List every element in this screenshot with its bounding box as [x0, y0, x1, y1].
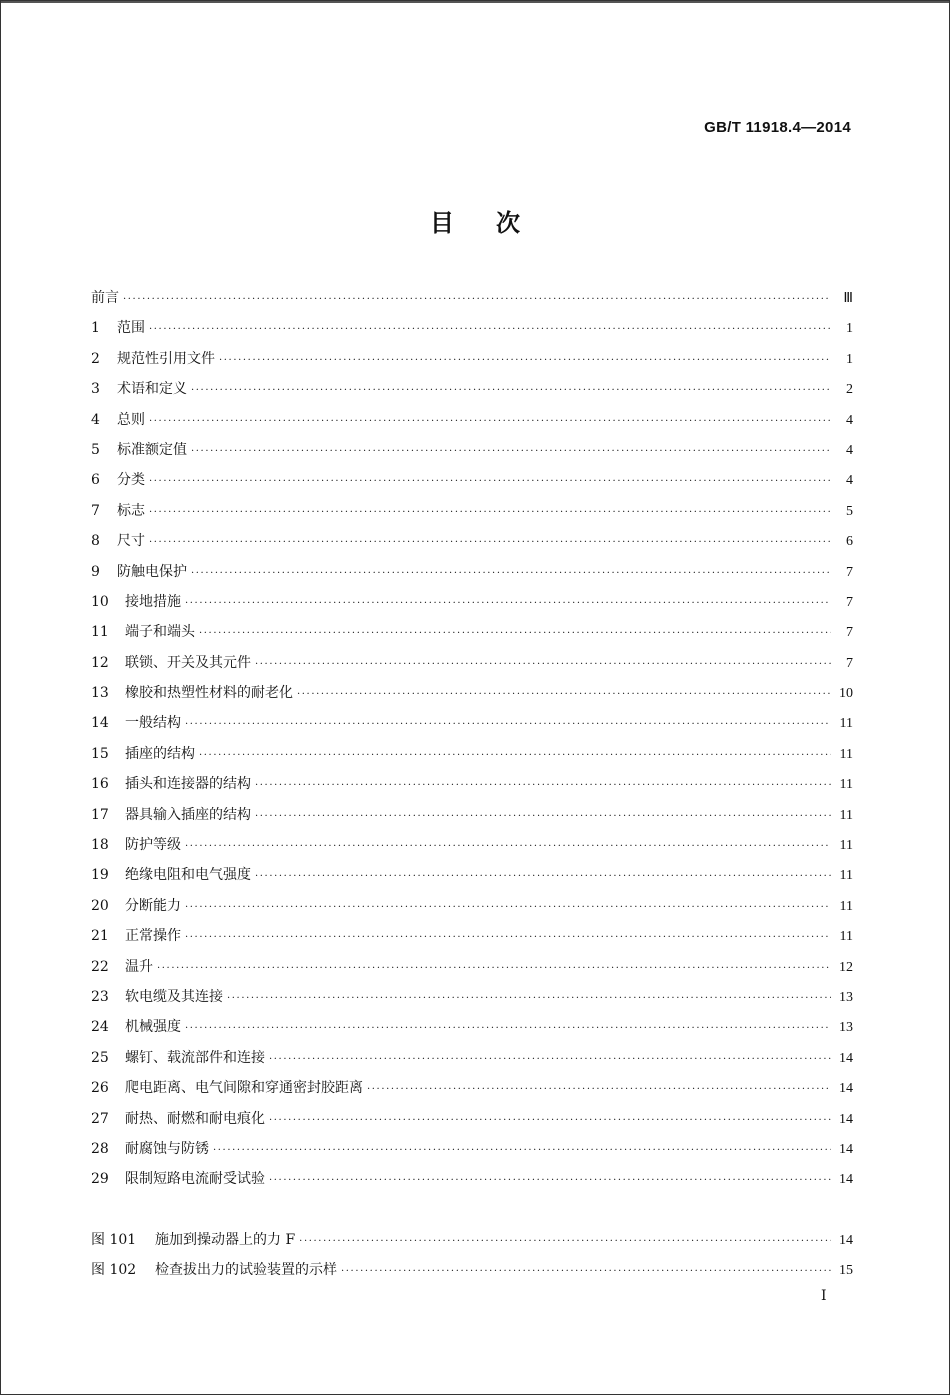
dot-leader [227, 984, 831, 1014]
dot-leader [191, 437, 831, 467]
toc-page-number: 14 [839, 1141, 853, 1157]
toc-entry[interactable] [91, 1134, 853, 1164]
dot-leader [213, 1136, 831, 1166]
toc-number: 10 [91, 593, 109, 610]
toc-page-number: 7 [846, 594, 853, 610]
toc-entry[interactable] [91, 830, 853, 860]
toc-number: 4 [91, 411, 100, 428]
toc-number: 26 [91, 1080, 109, 1097]
figure-entry[interactable] [91, 1225, 853, 1255]
toc-page-number: 2 [846, 382, 853, 398]
toc-entry[interactable] [91, 587, 853, 617]
toc-page-number: 14 [839, 1172, 853, 1188]
dot-leader [149, 467, 831, 497]
toc-entry[interactable] [91, 313, 853, 343]
toc-number: 1 [91, 320, 100, 337]
toc-number: 28 [91, 1140, 109, 1157]
figure-number: 图 101 [91, 1231, 137, 1248]
toc-number: 11 [91, 624, 109, 641]
toc-page-number: 10 [839, 686, 853, 702]
toc-entry[interactable] [91, 648, 853, 678]
toc-entry[interactable] [91, 1012, 853, 1042]
toc-number: 7 [91, 502, 100, 519]
figure-title: 检查拔出力的试验装置的示样 [155, 1262, 337, 1279]
toc-page-number: 11 [839, 807, 853, 823]
dot-leader [185, 923, 831, 953]
toc-page-number: 7 [846, 564, 853, 580]
dot-leader [185, 589, 831, 619]
toc-entry[interactable] [91, 921, 853, 951]
dot-leader [255, 771, 831, 801]
figure-title: 施加到操动器上的力 F [155, 1231, 296, 1248]
toc-title: 范围 [117, 320, 145, 337]
toc-title: 绝缘电阻和电气强度 [125, 867, 251, 884]
toc-number: 29 [91, 1171, 109, 1188]
dot-leader [269, 1166, 831, 1196]
toc-entry[interactable] [91, 1104, 853, 1134]
toc-title: 标志 [117, 502, 145, 519]
toc-number: 21 [91, 928, 109, 945]
toc-title: 规范性引用文件 [117, 350, 215, 367]
toc-entry[interactable] [91, 1073, 853, 1103]
toc-page-number: Ⅲ [843, 291, 853, 306]
toc-title: 防护等级 [125, 837, 181, 854]
toc-page-number: 4 [846, 442, 853, 458]
toc-title: 标准额定值 [117, 441, 187, 458]
toc-entry[interactable] [91, 283, 853, 313]
toc-number: 13 [91, 685, 109, 702]
dot-leader [269, 1106, 831, 1136]
toc-title: 术语和定义 [117, 381, 187, 398]
toc-title: 一般结构 [125, 715, 181, 732]
dot-leader [149, 528, 831, 558]
toc-page-number: 11 [839, 929, 853, 945]
toc-page-number: 7 [846, 655, 853, 671]
toc-number: 17 [91, 806, 109, 823]
top-border [1, 1, 949, 3]
dot-leader [299, 1227, 831, 1257]
toc-number: 12 [91, 654, 109, 671]
toc-title: 耐腐蚀与防锈 [125, 1140, 209, 1157]
toc-entry[interactable] [91, 526, 853, 556]
dot-leader [123, 285, 831, 315]
toc-entry[interactable] [91, 678, 853, 708]
toc-entry[interactable] [91, 739, 853, 769]
toc-entries [91, 283, 853, 1195]
dot-leader [149, 315, 831, 345]
toc-title: 联锁、开关及其元件 [125, 654, 251, 671]
toc-title: 分断能力 [125, 897, 181, 914]
dot-leader [219, 346, 831, 376]
toc-page-number: 12 [839, 959, 853, 975]
toc-page-number: 11 [839, 746, 853, 762]
toc-number: 15 [91, 745, 109, 762]
toc-title: 正常操作 [125, 928, 181, 945]
toc-entry[interactable] [91, 1164, 853, 1194]
dot-leader [297, 680, 831, 710]
toc-title: 螺钉、载流部件和连接 [125, 1049, 265, 1066]
toc-entry[interactable] [91, 982, 853, 1012]
toc-title: 防触电保护 [117, 563, 187, 580]
toc-page-number: 13 [839, 989, 853, 1005]
toc-number: 25 [91, 1049, 109, 1066]
standard-number: GB/T 11918.4—2014 [704, 119, 851, 136]
figure-number: 图 102 [91, 1262, 137, 1279]
toc-page-number: 11 [839, 898, 853, 914]
dot-leader [185, 710, 831, 740]
toc-number: 24 [91, 1019, 109, 1036]
toc-number: 23 [91, 988, 109, 1005]
toc-entry[interactable] [91, 800, 853, 830]
toc-page-number: 13 [839, 1020, 853, 1036]
toc-page-number: 14 [839, 1050, 853, 1066]
table-of-contents [91, 283, 853, 1286]
toc-entry[interactable] [91, 405, 853, 435]
toc-entry[interactable] [91, 708, 853, 738]
toc-title: 插头和连接器的结构 [125, 776, 251, 793]
toc-page-number: 11 [839, 838, 853, 854]
dot-leader [149, 407, 831, 437]
toc-title: 总则 [117, 411, 145, 428]
toc-title: 端子和端头 [125, 624, 195, 641]
toc-title: 接地措施 [125, 593, 181, 610]
toc-title: 器具输入插座的结构 [125, 806, 251, 823]
toc-title: 前言 [91, 290, 119, 306]
dot-leader [199, 619, 831, 649]
toc-page-number: 15 [839, 1263, 853, 1279]
toc-page-number: 1 [846, 321, 853, 337]
toc-page-number: 4 [846, 412, 853, 428]
toc-entry[interactable] [91, 952, 853, 982]
toc-number: 16 [91, 776, 109, 793]
toc-entry[interactable] [91, 344, 853, 374]
toc-number: 8 [91, 533, 100, 550]
toc-entry[interactable] [91, 557, 853, 587]
toc-number: 19 [91, 867, 109, 884]
toc-title: 插座的结构 [125, 745, 195, 762]
toc-entry[interactable] [91, 860, 853, 890]
toc-page-number: 6 [846, 534, 853, 550]
toc-number: 18 [91, 837, 109, 854]
toc-title: 耐热、耐燃和耐电痕化 [125, 1110, 265, 1127]
toc-title: 机械强度 [125, 1019, 181, 1036]
toc-entry[interactable] [91, 1043, 853, 1073]
page-title: 目次 [430, 208, 562, 237]
dot-leader [199, 741, 831, 771]
toc-entry[interactable] [91, 374, 853, 404]
toc-page-number: 14 [839, 1081, 853, 1097]
figure-entry[interactable] [91, 1255, 853, 1285]
toc-number: 6 [91, 472, 100, 489]
dot-leader [269, 1045, 831, 1075]
toc-title: 橡胶和热塑性材料的耐老化 [125, 685, 293, 702]
toc-page-number: 11 [839, 868, 853, 884]
toc-page-number: 11 [839, 777, 853, 793]
dot-leader [191, 559, 831, 589]
toc-number: 22 [91, 958, 109, 975]
dot-leader [185, 832, 831, 862]
toc-title: 分类 [117, 472, 145, 489]
toc-page-number: 1 [846, 351, 853, 367]
dot-leader [255, 862, 831, 892]
dot-leader [367, 1075, 831, 1105]
toc-page-number: 7 [846, 625, 853, 641]
toc-page-number: 5 [846, 503, 853, 519]
toc-entry[interactable] [91, 465, 853, 495]
toc-number: 20 [91, 897, 109, 914]
toc-number: 14 [91, 715, 109, 732]
toc-entry[interactable] [91, 769, 853, 799]
toc-number: 2 [91, 350, 100, 367]
dot-leader [185, 1014, 831, 1044]
dot-leader [255, 802, 831, 832]
toc-page-number: 4 [846, 473, 853, 489]
toc-title: 温升 [125, 958, 153, 975]
toc-number: 5 [91, 441, 100, 458]
toc-title: 爬电距离、电气间隙和穿通密封胶距离 [125, 1080, 363, 1097]
dot-leader [191, 376, 831, 406]
toc-title: 限制短路电流耐受试验 [125, 1171, 265, 1188]
toc-entry[interactable] [91, 435, 853, 465]
toc-entry[interactable] [91, 496, 853, 526]
dot-leader [341, 1257, 831, 1287]
page-number: I [821, 1288, 827, 1304]
toc-page-number: 14 [839, 1111, 853, 1127]
toc-entry[interactable] [91, 891, 853, 921]
dot-leader [149, 498, 831, 528]
dot-leader [157, 954, 831, 984]
dot-leader [185, 893, 831, 923]
toc-title: 尺寸 [117, 533, 145, 550]
toc-entry[interactable] [91, 617, 853, 647]
toc-number: 27 [91, 1110, 109, 1127]
dot-leader [255, 650, 831, 680]
toc-number: 3 [91, 381, 100, 398]
toc-page-number: 14 [839, 1232, 853, 1248]
toc-title: 软电缆及其连接 [125, 988, 223, 1005]
figure-list [91, 1225, 853, 1286]
toc-number: 9 [91, 563, 100, 580]
toc-page-number: 11 [839, 716, 853, 732]
